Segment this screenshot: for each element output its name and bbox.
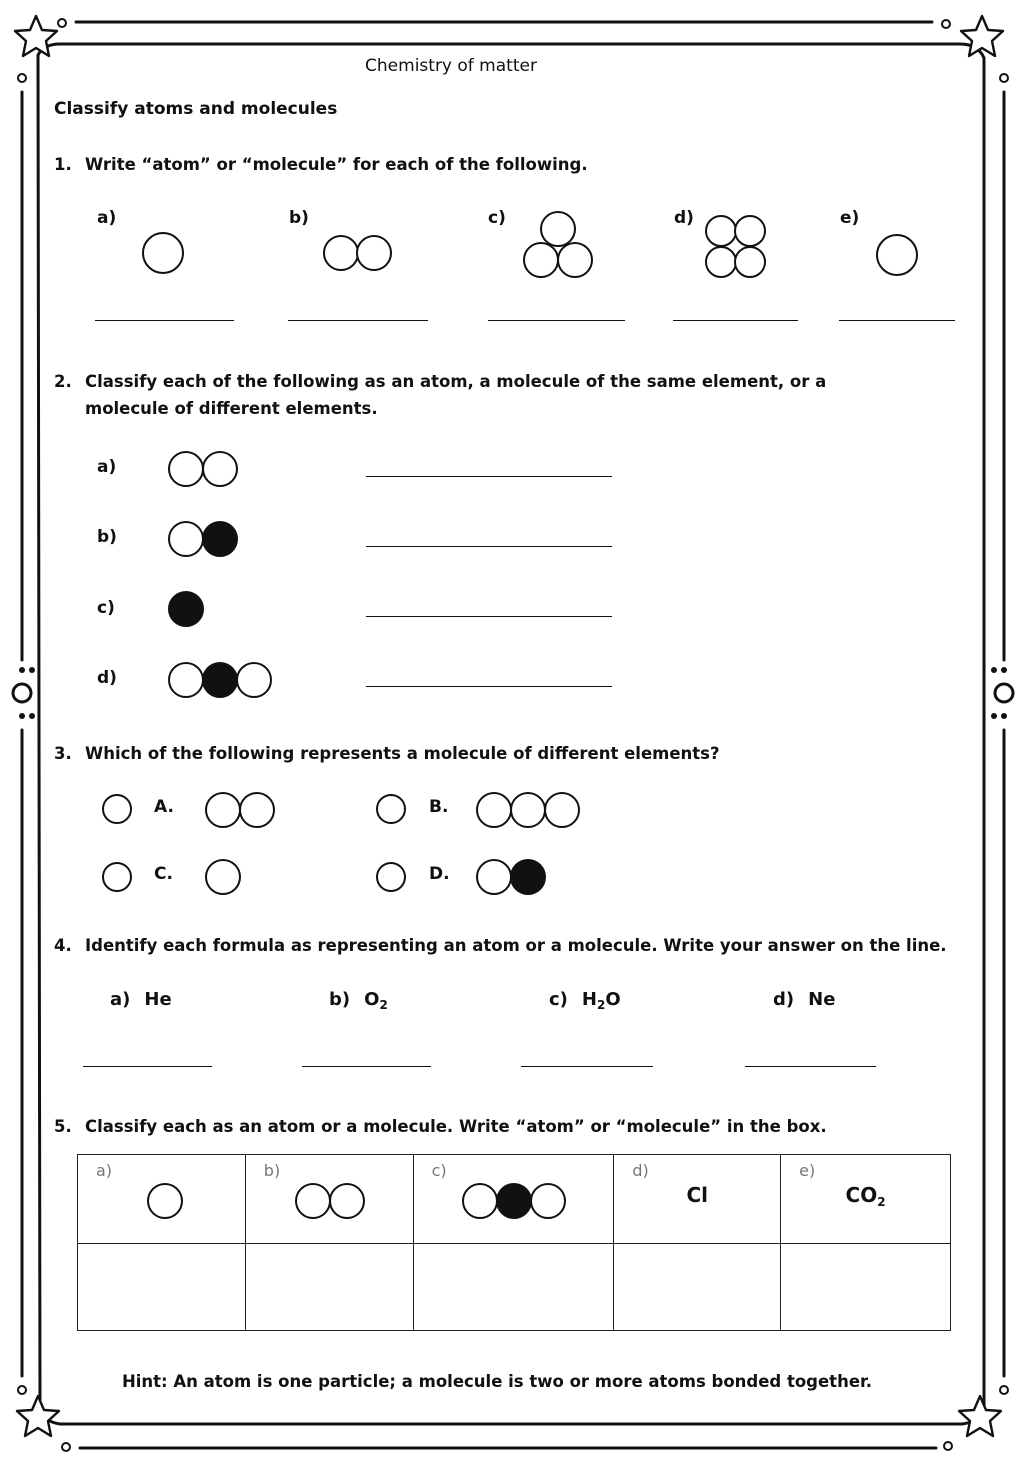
- q3-radio-b: [377, 795, 405, 823]
- q3-option-c-label: C.: [154, 864, 173, 884]
- q5-answer-box-d[interactable]: [614, 1244, 781, 1331]
- q3-radio-c: [103, 863, 131, 891]
- q2-label-c: c): [97, 598, 115, 618]
- q1-label-c: c): [488, 208, 506, 228]
- q3-option-b-label: B.: [429, 797, 449, 817]
- q4-answer-line-b[interactable]: [302, 1066, 431, 1067]
- star-icon: [961, 16, 1003, 56]
- q2c-diagram: [169, 592, 203, 626]
- formula-h2o: $H_2O$: [581, 989, 621, 1012]
- q2-label-d: d): [97, 668, 117, 688]
- question-text-line1: Classify each of the following as an atom, a molecule of the same element, or a: [85, 372, 827, 391]
- q5-answer-box-e[interactable]: [781, 1244, 951, 1331]
- q2a-diagram: [169, 452, 237, 486]
- formula-o2: $O_2$: [364, 989, 388, 1012]
- question-5: [54, 1113, 954, 1140]
- q1-label-b: b): [289, 208, 309, 228]
- q1-label-a: a): [97, 208, 117, 228]
- q3-radio-a: [103, 795, 131, 823]
- q4-answer-line-d[interactable]: [745, 1066, 876, 1067]
- q1-answer-line-a[interactable]: [95, 320, 234, 321]
- star-icon: [17, 1396, 59, 1436]
- q1c-molecule-diagram: [524, 212, 592, 277]
- q5-cell-e: e) $CO_2$: [781, 1155, 951, 1244]
- q1e-atom-diagram: [877, 235, 917, 275]
- question-number: 2.: [54, 372, 72, 391]
- q5-cell-c: c): [413, 1155, 614, 1244]
- q4-answer-line-a[interactable]: [83, 1066, 212, 1067]
- q3-option-a-label: A.: [154, 797, 174, 817]
- q5-cell-b: b): [245, 1155, 413, 1244]
- q1-answer-line-e[interactable]: [839, 320, 955, 321]
- question-4: [54, 932, 974, 959]
- hint-text: Hint: An atom is one particle; a molecule is two or more atoms bonded together.: [121, 1372, 873, 1391]
- q4-item-a: [110, 989, 172, 1010]
- table-row: [78, 1155, 951, 1244]
- q3c-diagram: [206, 860, 240, 894]
- question-text: Write “atom” or “molecule” for each of the following.: [85, 155, 588, 174]
- question-2: [54, 368, 954, 422]
- q1-label-e: e): [840, 208, 860, 228]
- q4-item-label: d): [773, 989, 795, 1010]
- q2-answer-line-c[interactable]: [366, 616, 612, 617]
- q2d-diagram: [169, 663, 271, 697]
- star-icon: [15, 16, 57, 56]
- question-number: 1.: [54, 155, 72, 174]
- q3b-diagram: [477, 793, 579, 827]
- formula-ne: Ne: [808, 989, 836, 1010]
- q4-item-b: [329, 989, 388, 1012]
- q3d-diagram: [477, 860, 545, 894]
- q4-item-label: c): [549, 989, 568, 1010]
- question-text: Identify each formula as representing an atom or a molecule. Write your answer on the line.: [85, 936, 947, 955]
- q5-cell-d: d) Cl: [614, 1155, 781, 1244]
- q1a-atom-diagram: [143, 233, 183, 273]
- question-1: [54, 151, 954, 178]
- question-text: Which of the following represents a molecule of different elements?: [85, 744, 720, 763]
- q1-answer-line-c[interactable]: [488, 320, 625, 321]
- question-text-line2: molecule of different elements.: [85, 399, 378, 418]
- q2-label-b: b): [97, 527, 117, 547]
- q4-item-label: a): [110, 989, 131, 1010]
- question-number: 5.: [54, 1117, 72, 1136]
- table-row: [78, 1244, 951, 1331]
- page-title: Chemistry of matter: [365, 56, 537, 76]
- q2b-diagram: [169, 522, 237, 556]
- question-number: 4.: [54, 936, 72, 955]
- q5-cell-a: a): [78, 1155, 246, 1244]
- question-number: 3.: [54, 744, 72, 763]
- q4-item-label: b): [329, 989, 351, 1010]
- q5-answer-box-a[interactable]: [78, 1244, 246, 1331]
- q1d-molecule-diagram: [706, 216, 765, 277]
- q3-radio-d: [377, 863, 405, 891]
- worksheet-subtitle: Classify atoms and molecules: [54, 99, 338, 119]
- q1b-molecule-diagram: [324, 236, 391, 270]
- q4-item-d: [773, 989, 835, 1010]
- q3a-diagram: [206, 793, 274, 827]
- q2-answer-line-b[interactable]: [366, 546, 612, 547]
- q4-answer-line-c[interactable]: [521, 1066, 653, 1067]
- q5-answer-box-b[interactable]: [245, 1244, 413, 1331]
- q4-item-c: [549, 989, 621, 1012]
- formula-he: He: [144, 989, 172, 1010]
- q5-answer-box-c[interactable]: [413, 1244, 614, 1331]
- q5-answer-table: [77, 1154, 951, 1331]
- q1-answer-line-b[interactable]: [288, 320, 428, 321]
- formula-cl: Cl: [686, 1183, 709, 1207]
- q1-label-d: d): [674, 208, 694, 228]
- formula-co2: $CO_2$: [845, 1183, 886, 1209]
- question-3: [54, 740, 954, 767]
- question-text: Classify each as an atom or a molecule. Write “atom” or “molecule” in the box.: [85, 1117, 827, 1136]
- q2-answer-line-d[interactable]: [366, 686, 612, 687]
- q3-option-d-label: D.: [429, 864, 450, 884]
- star-icon: [959, 1396, 1001, 1436]
- q2-label-a: a): [97, 457, 117, 477]
- q1-answer-line-d[interactable]: [673, 320, 798, 321]
- q2-answer-line-a[interactable]: [366, 476, 612, 477]
